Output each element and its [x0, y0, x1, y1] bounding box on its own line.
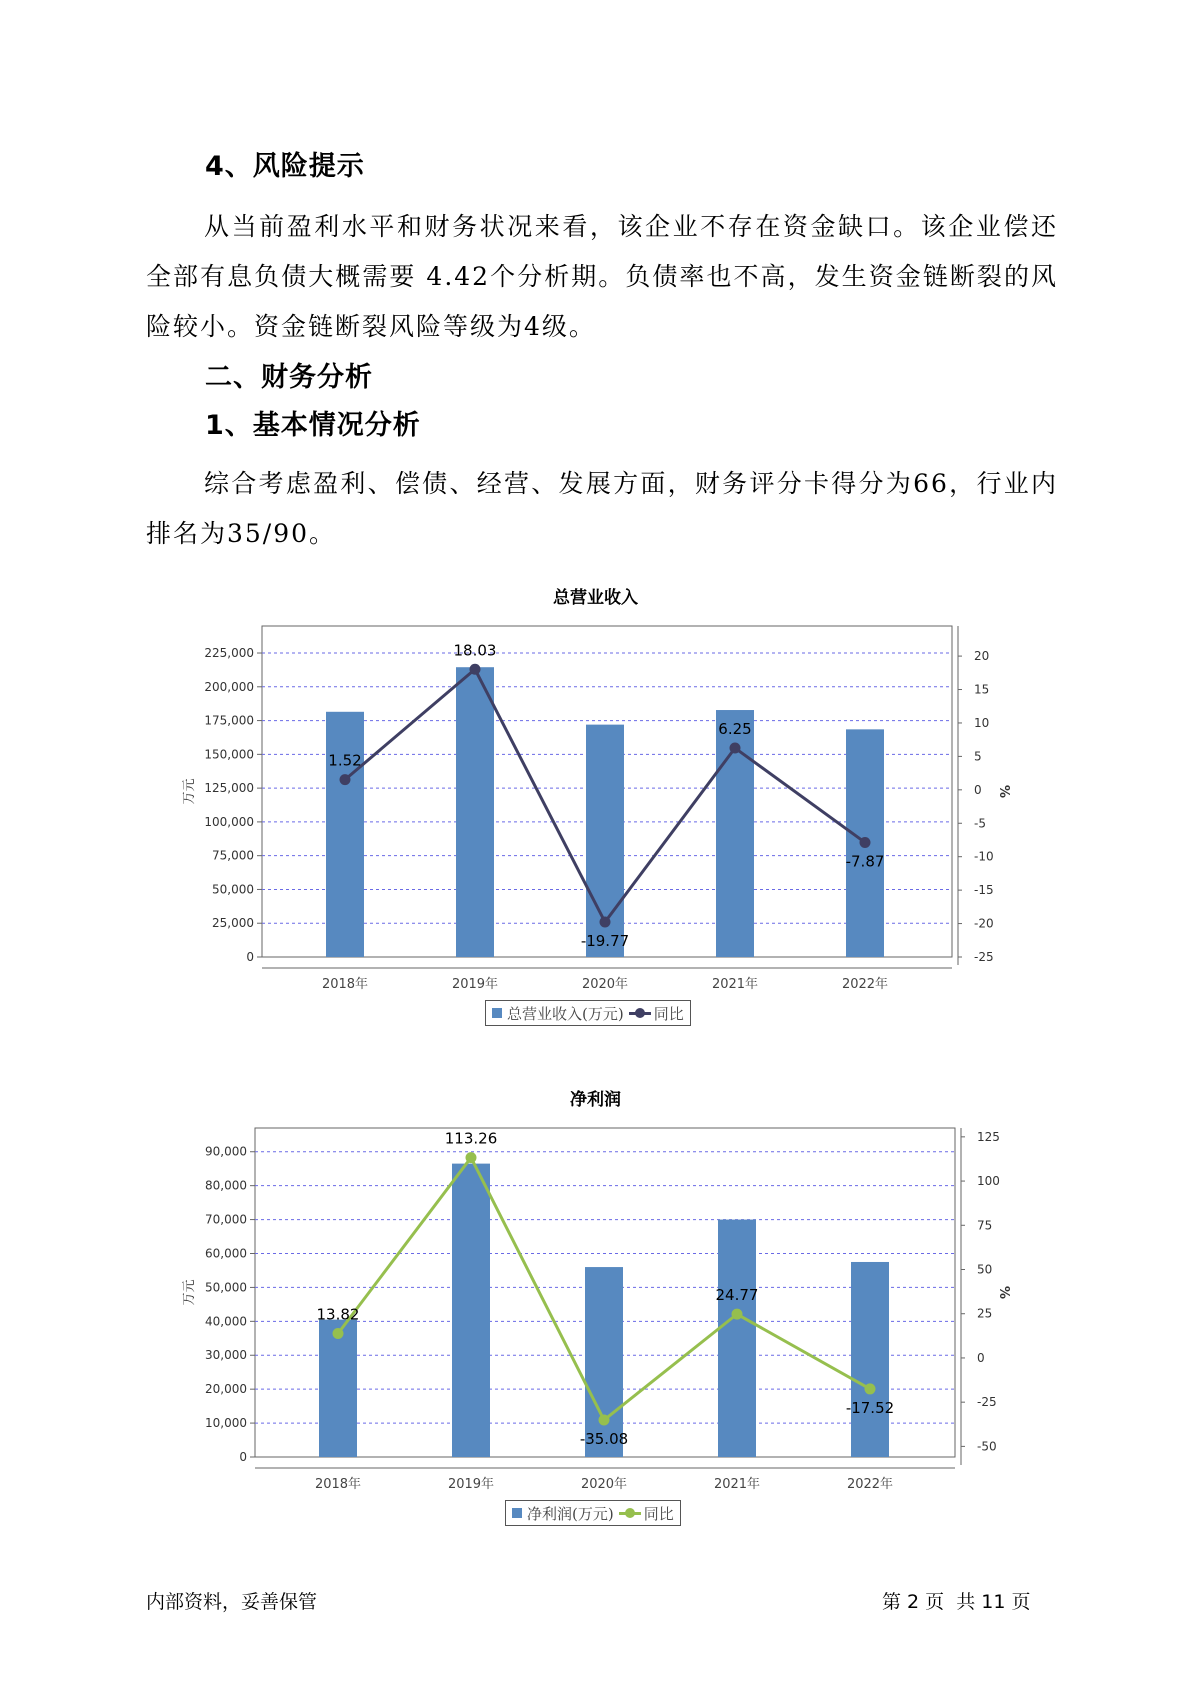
y-tick-label: 150,000 [204, 747, 254, 762]
y2-tick-label: 75 [977, 1218, 993, 1233]
chart-title-revenue: 总营业收入 [553, 588, 638, 608]
data-label: 18.03 [453, 641, 497, 660]
y-tick-label: 225,000 [204, 646, 254, 661]
y-tick-label: 100,000 [204, 814, 254, 829]
y-tick-label: 25,000 [212, 916, 254, 931]
y2-tick-label: -15 [974, 883, 994, 898]
line-point [599, 1414, 610, 1425]
y2-tick-label: 5 [974, 749, 982, 764]
net-profit-chart [0, 1100, 1191, 1500]
y2-tick-label: 0 [974, 782, 982, 797]
y2-tick-label: 20 [974, 649, 990, 664]
y2-tick-label: -5 [974, 816, 986, 831]
x-tick-label: 2020年 [580, 1477, 628, 1492]
x-tick-label: 2018年 [314, 1477, 362, 1492]
footer-confidential: 内部资料，妥善保管 [146, 1591, 318, 1613]
y-tick-label: 30,000 [205, 1348, 247, 1363]
line-point [333, 1328, 344, 1339]
y2-tick-label: -25 [974, 950, 994, 964]
bar [718, 1220, 756, 1457]
y2-tick-label: -20 [974, 916, 994, 931]
y-tick-label: 0 [239, 1450, 247, 1464]
line-legend-label: 同比 [643, 1504, 674, 1523]
y-tick-label: 80,000 [205, 1178, 247, 1193]
bar [319, 1320, 357, 1457]
line-legend-marker [629, 1007, 651, 1019]
bar [456, 667, 494, 957]
y-tick-label: 50,000 [205, 1280, 247, 1295]
y2-tick-label: 25 [977, 1306, 993, 1321]
data-label: 13.82 [316, 1305, 360, 1324]
x-tick-label: 2022年 [841, 977, 889, 992]
x-tick-label: 2021年 [713, 1477, 761, 1492]
y-tick-label: 175,000 [204, 713, 254, 728]
y2-tick-label: 50 [977, 1262, 993, 1277]
x-tick-label: 2019年 [451, 977, 499, 992]
y2-tick-label: 0 [977, 1350, 985, 1365]
y-axis-title: 万元 [182, 1279, 197, 1306]
data-label: -7.87 [845, 852, 885, 871]
line-point [340, 774, 351, 785]
line-point [600, 917, 611, 928]
y2-tick-label: -10 [974, 849, 994, 864]
data-label: 24.77 [715, 1286, 759, 1305]
line-point [732, 1309, 743, 1320]
bar-legend-label: 净利润(万元) [527, 1504, 614, 1523]
line-point [466, 1152, 477, 1163]
bar [851, 1262, 889, 1457]
bar-legend-swatch [512, 1508, 522, 1518]
line-point [865, 1383, 876, 1394]
bar [452, 1164, 490, 1457]
bar-legend-swatch [492, 1008, 502, 1018]
y-tick-label: 60,000 [205, 1246, 247, 1261]
line-legend-marker [619, 1507, 641, 1519]
y-tick-label: 125,000 [204, 781, 254, 796]
x-tick-label: 2020年 [581, 977, 629, 992]
y2-tick-label: 100 [977, 1174, 1000, 1189]
data-label: -19.77 [580, 932, 630, 951]
bar [585, 1267, 623, 1457]
y-tick-label: 70,000 [205, 1212, 247, 1227]
section-heading-financial-analysis: 二、财务分析 [205, 362, 373, 393]
y-tick-label: 0 [246, 950, 254, 964]
y2-tick-label: -25 [977, 1395, 997, 1410]
chart-title-net-profit: 净利润 [570, 1090, 621, 1110]
revenue-legend [485, 1000, 691, 1026]
bar [326, 712, 364, 957]
bar-legend-label: 总营业收入(万元) [507, 1004, 624, 1023]
x-tick-label: 2022年 [846, 1477, 894, 1492]
section-heading-basic-analysis: 1、基本情况分析 [205, 410, 421, 441]
basic-analysis-paragraph: 综合考虑盈利、偿债、经营、发展方面，财务评分卡得分为66，行业内排名为35/90。 [146, 469, 1058, 548]
y-tick-label: 90,000 [205, 1144, 247, 1159]
y-tick-label: 75,000 [212, 848, 254, 863]
section-heading-risk: 4、风险提示 [205, 151, 365, 182]
y2-tick-label: 125 [977, 1129, 1000, 1144]
y2-tick-label: -50 [977, 1439, 997, 1454]
line-point [470, 664, 481, 675]
line-legend-label: 同比 [653, 1004, 684, 1023]
data-label: 113.26 [444, 1129, 498, 1148]
y-tick-label: 40,000 [205, 1314, 247, 1329]
data-label: 1.52 [328, 751, 362, 770]
risk-paragraph: 从当前盈利水平和财务状况来看，该企业不存在资金缺口。该企业偿还全部有息负债大概需要 4.42个分析期。负债率也不高，发生资金链断裂的风险较小。资金链断裂风险等级为4级。 [146, 212, 1058, 341]
line-point [730, 743, 741, 754]
y-axis-title: 万元 [182, 778, 197, 805]
x-tick-label: 2019年 [447, 1477, 495, 1492]
y2-tick-label: 15 [974, 682, 990, 697]
y2-axis-title: % [996, 784, 1011, 799]
net-profit-legend [505, 1500, 681, 1526]
x-tick-label: 2021年 [711, 977, 759, 992]
data-label: -35.08 [579, 1429, 629, 1448]
y-tick-label: 10,000 [205, 1416, 247, 1431]
data-label: 6.25 [718, 720, 752, 739]
y-tick-label: 50,000 [212, 882, 254, 897]
y2-axis-title: % [996, 1285, 1011, 1300]
y-tick-label: 20,000 [205, 1382, 247, 1397]
data-label: -17.52 [845, 1398, 895, 1417]
revenue-chart [0, 600, 1191, 1000]
y2-tick-label: 10 [974, 715, 990, 730]
y-tick-label: 200,000 [204, 679, 254, 694]
x-tick-label: 2018年 [321, 977, 369, 992]
footer-page-number: 第 2 页 共 11 页 [882, 1591, 1031, 1613]
line-point [860, 837, 871, 848]
